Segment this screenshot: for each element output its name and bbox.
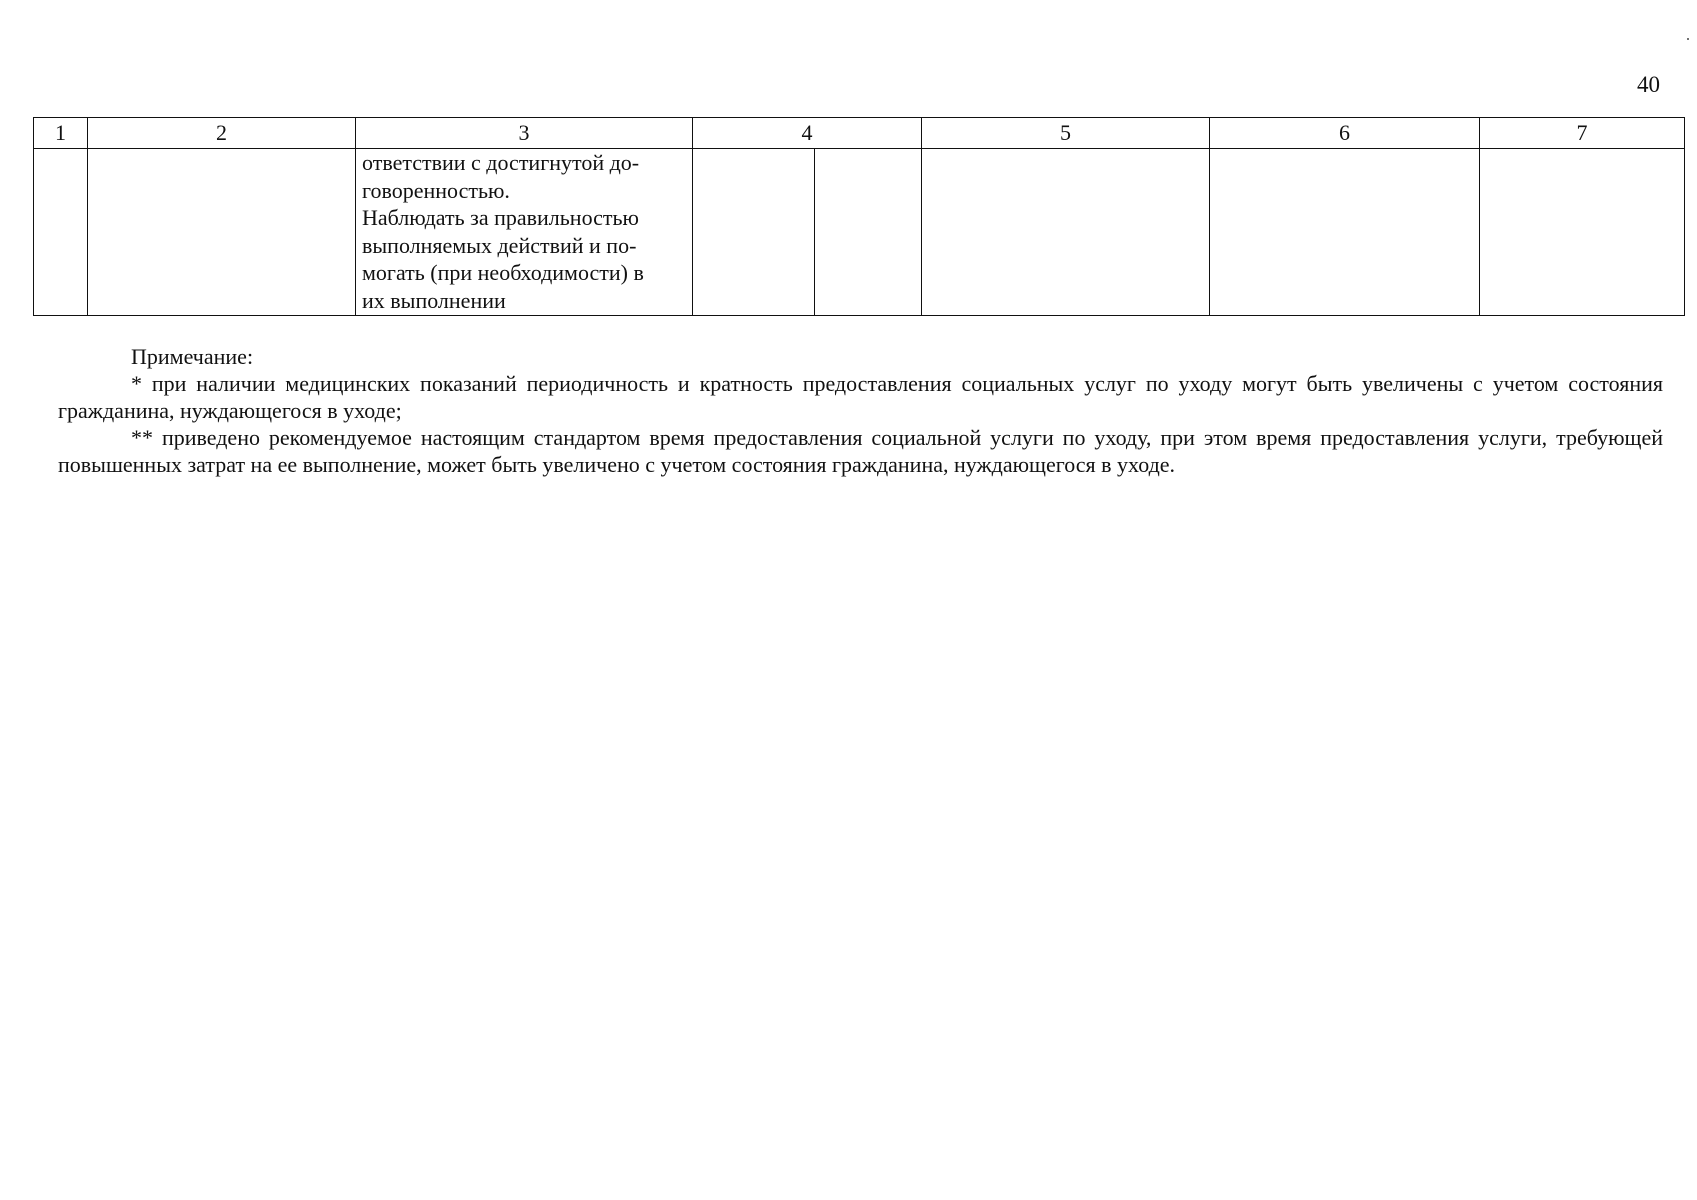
cell-text-line: выполняемых действий и по-: [362, 232, 637, 258]
cell-col3-text: [356, 149, 692, 314]
cell-col3: [356, 149, 693, 316]
cell-text-line: их выполнении: [362, 287, 506, 313]
page-number: 40: [1637, 72, 1660, 97]
cell-text-line: могать (при необходимости) в: [362, 260, 644, 285]
cell-col4a: [693, 149, 815, 316]
cell-col1: [34, 149, 88, 316]
column-header-4: 4: [693, 118, 922, 149]
cell-text-line: ответствии с достигнутой до-: [362, 150, 640, 175]
scan-speck: [1687, 38, 1689, 40]
cell-col4b: [815, 149, 922, 316]
cell-col7: [1480, 149, 1685, 316]
table-row: [34, 149, 1685, 316]
column-header-6: 6: [1210, 118, 1480, 149]
table-header-row: [34, 118, 1685, 149]
notes-title: Примечание:: [131, 344, 254, 369]
column-header-3: 3: [356, 118, 693, 149]
note-1: * при наличии медицинских показаний периодичность и кратность предоставления социальных услуг по уходу могут быть увеличены с учетом состояния гражданина, нуждающегося в уходе;: [58, 371, 1663, 423]
column-header-2: 2: [88, 118, 356, 149]
cell-col6: [1210, 149, 1480, 316]
cell-col2: [88, 149, 356, 316]
column-header-5: 5: [922, 118, 1210, 149]
note-2: ** приведено рекомендуемое настоящим стандартом время предоставления социальной услуги по уходу, при этом время предоставления услуги, требующей повышенных затрат на ее выполнение, может быть увеличено с учетом состояния гражданина, нуждающегося в уходе.: [58, 425, 1663, 477]
column-header-1: 1: [34, 118, 88, 149]
cell-text-line: говоренностью.: [362, 177, 510, 203]
column-header-7: 7: [1480, 118, 1685, 149]
cell-col5: [922, 149, 1210, 316]
notes-section: [58, 343, 1663, 478]
services-table: [33, 117, 1685, 316]
cell-text-line: Наблюдать за правильностью: [362, 205, 639, 230]
